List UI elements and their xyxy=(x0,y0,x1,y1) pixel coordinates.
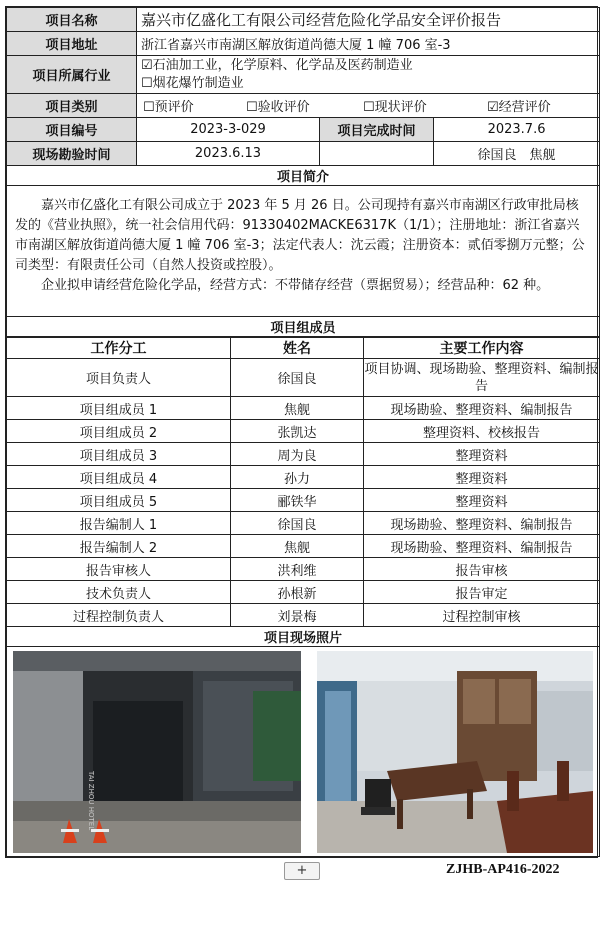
members-header-role: 工作分工 xyxy=(7,338,231,359)
survey-blank-cell xyxy=(320,142,434,166)
category-acceptance-eval: ☐验收评价 xyxy=(246,100,310,115)
member-name: 孙根新 xyxy=(231,581,364,604)
project-name-label: 项目名称 xyxy=(7,8,137,32)
member-duty: 现场勘验、整理资料、编制报告 xyxy=(364,512,600,535)
intro-title: 项目简介 xyxy=(7,166,600,186)
member-row xyxy=(7,558,600,581)
member-role: 报告审核人 xyxy=(7,558,231,581)
member-name: 刘景梅 xyxy=(231,604,364,627)
category-options xyxy=(137,94,600,118)
add-button[interactable]: + xyxy=(284,862,320,880)
member-duty: 整理资料 xyxy=(364,443,600,466)
member-role: 报告编制人 2 xyxy=(7,535,231,558)
member-role: 过程控制负责人 xyxy=(7,604,231,627)
member-row xyxy=(7,535,600,558)
survey-time-value: 2023.6.13 xyxy=(137,142,320,166)
member-role: 报告编制人 1 xyxy=(7,512,231,535)
survey-people: 徐国良 焦舰 xyxy=(434,142,600,166)
intro-paragraph-1: 嘉兴市亿盛化工有限公司成立于 2023 年 5 月 26 日。公司现持有嘉兴市南湖区行政审批局核发的《营业执照》，统一社会信用代码：91330402MACKE6317K（1/1）；注册地址：浙江省嘉兴市南湖区解放街道尚德大厦 1 幢 706 室-3；法定代表人：沈云霞；注册资本：贰佰零捌万元整；公司类型：有限责任公司（自然人投资或控股）。 xyxy=(15,198,585,273)
members-header-duty: 主要工作内容 xyxy=(364,338,600,359)
site-photo-office xyxy=(317,651,593,853)
intro-paragraph-2: 企业拟申请经营危险化学品，经营方式：不带储存经营（票据贸易）；经营品种：62 种。 xyxy=(41,278,550,293)
member-row xyxy=(7,397,600,420)
category-label: 项目类别 xyxy=(7,94,137,118)
completion-time-value: 2023.7.6 xyxy=(434,118,600,142)
category-operation-eval: ☑经营评价 xyxy=(487,100,551,115)
member-name: 孙力 xyxy=(231,466,364,489)
member-role: 项目组成员 5 xyxy=(7,489,231,512)
member-role: 项目组成员 3 xyxy=(7,443,231,466)
member-role: 项目负责人 xyxy=(7,359,231,397)
project-number-value: 2023-3-029 xyxy=(137,118,320,142)
category-status-eval: ☐现状评价 xyxy=(363,100,427,115)
member-name: 焦舰 xyxy=(231,535,364,558)
member-name: 徐国良 xyxy=(231,359,364,397)
member-row xyxy=(7,420,600,443)
member-name: 张凯达 xyxy=(231,420,364,443)
member-row xyxy=(7,604,600,627)
member-row xyxy=(7,581,600,604)
member-name: 洪利维 xyxy=(231,558,364,581)
member-duty: 整理资料 xyxy=(364,489,600,512)
member-row xyxy=(7,359,600,397)
members-header-name: 姓名 xyxy=(231,338,364,359)
member-duty: 报告审核 xyxy=(364,558,600,581)
member-name: 徐国良 xyxy=(231,512,364,535)
project-address-value: 浙江省嘉兴市南湖区解放街道尚德大厦 1 幢 706 室-3 xyxy=(137,32,600,56)
member-row xyxy=(7,512,600,535)
info-table xyxy=(6,7,600,337)
hotel-sign: TAI ZHOU HOTEL xyxy=(87,771,95,831)
member-role: 项目组成员 1 xyxy=(7,397,231,420)
industry-option-fireworks: ☐烟花爆竹制造业 xyxy=(141,75,244,91)
member-duty: 整理资料 xyxy=(364,466,600,489)
members-title: 项目组成员 xyxy=(7,317,600,337)
member-row xyxy=(7,466,600,489)
industry-label: 项目所属行业 xyxy=(7,56,137,94)
industry-options xyxy=(137,56,600,94)
project-number-label: 项目编号 xyxy=(7,118,137,142)
industry-option-petro: ☑石油加工业，化学原料、化学品及医药制造业 xyxy=(141,57,413,73)
survey-time-label: 现场勘验时间 xyxy=(7,142,137,166)
intro-body xyxy=(7,186,600,317)
project-address-label: 项目地址 xyxy=(7,32,137,56)
category-pre-eval: ☐预评价 xyxy=(143,100,194,115)
member-duty: 整理资料、校核报告 xyxy=(364,420,600,443)
member-duty: 过程控制审核 xyxy=(364,604,600,627)
site-photo-entrance xyxy=(13,651,301,853)
member-duty: 现场勘验、整理资料、编制报告 xyxy=(364,397,600,420)
member-role: 项目组成员 4 xyxy=(7,466,231,489)
photos-cell xyxy=(7,647,600,857)
member-role: 项目组成员 2 xyxy=(7,420,231,443)
member-name: 郦铁华 xyxy=(231,489,364,512)
photos-title: 项目现场照片 xyxy=(7,627,600,647)
project-name-value: 嘉兴市亿盛化工有限公司经营危险化学品安全评价报告 xyxy=(137,8,600,32)
member-duty: 项目协调、现场勘验、整理资料、编制报告 xyxy=(364,359,600,397)
member-name: 周为良 xyxy=(231,443,364,466)
document-code: ZJHB-AP416-2022 xyxy=(446,862,560,877)
member-row xyxy=(7,489,600,512)
member-duty: 报告审定 xyxy=(364,581,600,604)
member-duty: 现场勘验、整理资料、编制报告 xyxy=(364,535,600,558)
member-role: 技术负责人 xyxy=(7,581,231,604)
members-table xyxy=(6,337,600,857)
evaluation-form xyxy=(5,6,598,858)
member-row xyxy=(7,443,600,466)
member-name: 焦舰 xyxy=(231,397,364,420)
completion-time-label: 项目完成时间 xyxy=(320,118,434,142)
